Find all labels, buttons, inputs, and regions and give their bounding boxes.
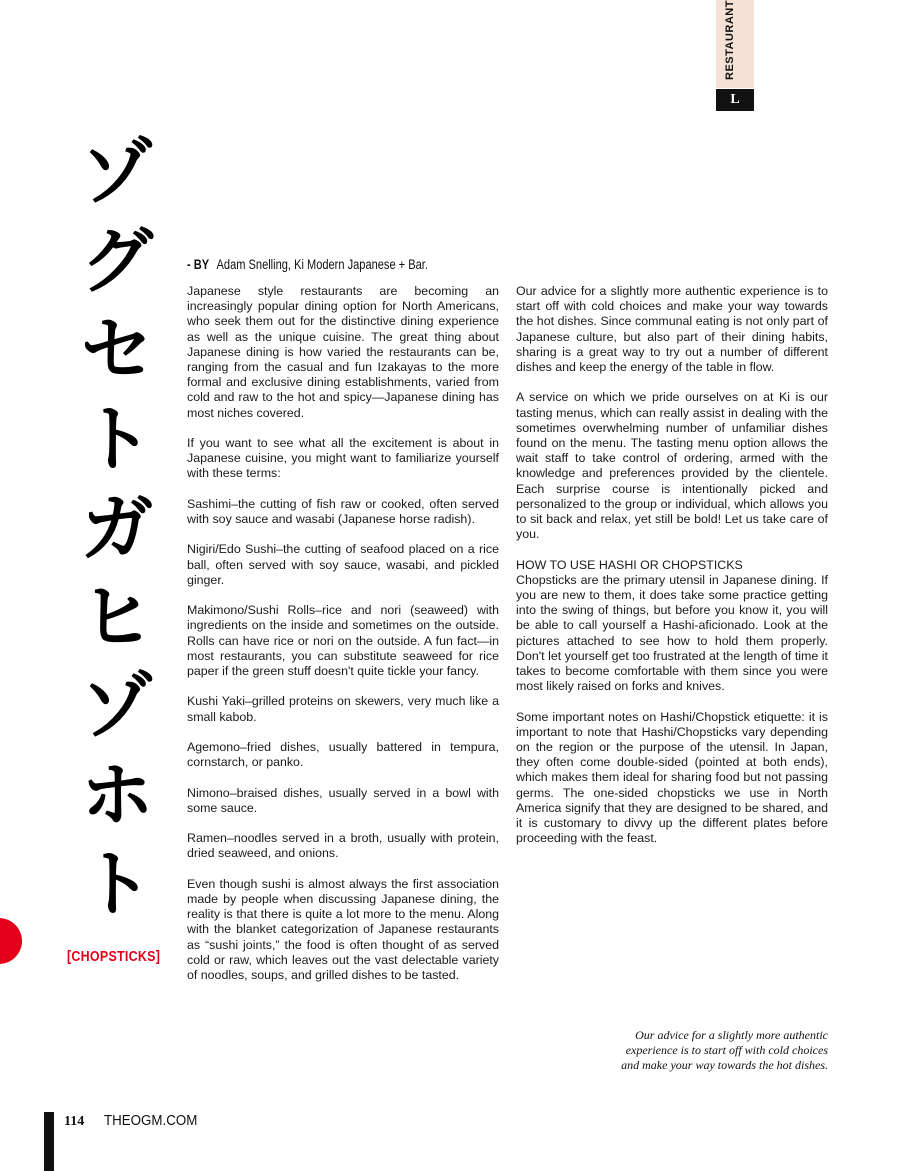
title-glyph: ト — [80, 397, 153, 481]
section-tab-label: RESTAURANT — [724, 0, 736, 80]
paragraph: Our advice for a slightly more authentic experience is to start off with cold choices and make your way towards the hot dishes. Since communal eating is not only part of Japanese culture, but also part of their dining habits, sharing is a great way to try out a number of different dishes and keep the energy of the table in flow. — [516, 284, 828, 375]
paragraph: Nigiri/Edo Sushi–the cutting of seafood placed on a rice ball, often served with soy sauce, wasabi, and pickled ginger. — [187, 542, 499, 587]
paragraph: Ramen–noodles served in a broth, usually with protein, dried seaweed, and onions. — [187, 831, 499, 861]
byline-author: Adam Snelling, Ki Modern Japanese + Bar. — [216, 257, 428, 272]
paragraph: A service on which we pride ourselves on at Ki is our tasting menus, which can really assist in dealing with the sometimes overwhelming number of unfamiliar dishes found on the menu. The tasting menu option allows the wait staff to take control of ordering, armed with the knowledge and preferences provided by the clientele. Each surprise course is intentionally picked and personalized to the group or individual, which allows you to sit back and relax, yet still be bold! Let us take care of you. — [516, 390, 828, 542]
paragraph: Some important notes on Hashi/Chopstick etiquette: it is important to note that Hashi/Chopsticks vary depending on the region or the purpose of the utensil. In Japan, they often come double-sided (pointed at both ends), which makes them ideal for sharing food but not passing germs. The one-sided chopsticks we use in North America signify that they are designed to be shared, and it is customary to divvy up the different plates before proceeding with the feast. — [516, 709, 828, 846]
pull-quote: Our advice for a slightly more authentic experience is to start off with cold choices and make your way towards the hot dishes. — [621, 1028, 828, 1073]
section-subhead: HOW TO USE HASHI OR CHOPSTICKS — [516, 557, 743, 572]
paragraph: Even though sushi is almost always the first association made by people when discussing Japanese dining, the reality is that there is quite a lot more to the menu. Along with the blanket categorization of Japanese restaurants as “sushi joints,” the food is often thought of as served cold or raw, which leaves out the vast delectable variety of noodles, soups, and grilled dishes to be tasted. — [187, 876, 499, 982]
byline — [187, 257, 428, 272]
paragraph: Sashimi–the cutting of fish raw or cooked, often served with soy sauce and wasabi (Japanese horse radish). — [187, 496, 499, 527]
page-number: 114 — [64, 1114, 85, 1129]
title-glyph: セ — [80, 308, 153, 392]
footer-bar — [44, 1112, 54, 1171]
paragraph: If you want to see what all the excitement is about in Japanese cuisine, you might want to familiarize yourself with these terms: — [187, 436, 499, 481]
vertical-katakana-title — [72, 128, 162, 929]
paragraph: Chopsticks are the primary utensil in Japanese dining. If you are new to them, it does take some practice getting into the swing of things, but before you know it, you will be able to call yourself a Hashi-aficionado. Look at the pictures attached to see how to hold them properly. Don't let yourself get too frustrated at the length of time it takes to become comfortable with them since you were most likely raised on forks and knives. — [516, 572, 828, 694]
paragraph: Kushi Yaki–grilled proteins on skewers, very much like a small kabob. — [187, 694, 499, 724]
byline-prefix: - BY — [187, 257, 210, 272]
title-glyph: ホ — [80, 753, 153, 837]
title-glyph: ト — [80, 842, 153, 926]
article-column-2 — [516, 284, 828, 862]
title-glyph: グ — [80, 219, 153, 303]
section-letter: L — [716, 89, 754, 111]
article-column-1 — [187, 284, 499, 998]
title-glyph: ゾ — [80, 664, 153, 748]
paragraph: Nimono–braised dishes, usually served in a bowl with some sauce. — [187, 785, 499, 815]
chopsticks-label: [CHOPSTICKS] — [67, 949, 161, 965]
title-glyph: ガ — [80, 486, 153, 570]
paragraph: Japanese style restaurants are becoming an increasingly popular dining option for North Americans, who seek them out for the distinctive dining experience as well as the unique cuisine. The great thing about Japanese dining is how varied the restaurants can be, ranging from the casual and fun Izakayas to the more formal and exclusive dining establishments, varied from cold and raw to the hot and spicy—Japanese dining has most niches covered. — [187, 284, 499, 420]
paragraph: Makimono/Sushi Rolls–rice and nori (seaweed) with ingredients on the inside and sometimes on the outside. Rolls can have rice or nori on the outside. A fun fact—in most restaurants, you can substitute seaweed for rice paper if the green stuff doesn't quite tickle your fancy. — [187, 603, 499, 679]
section-tab — [716, 0, 754, 88]
title-glyph: ヒ — [80, 575, 153, 659]
title-glyph: ゾ — [80, 130, 153, 214]
red-circle-decoration — [0, 918, 22, 964]
site-name: THEOGM.COM — [104, 1113, 198, 1129]
paragraph: Agemono–fried dishes, usually battered in tempura, cornstarch, or panko. — [187, 740, 499, 770]
